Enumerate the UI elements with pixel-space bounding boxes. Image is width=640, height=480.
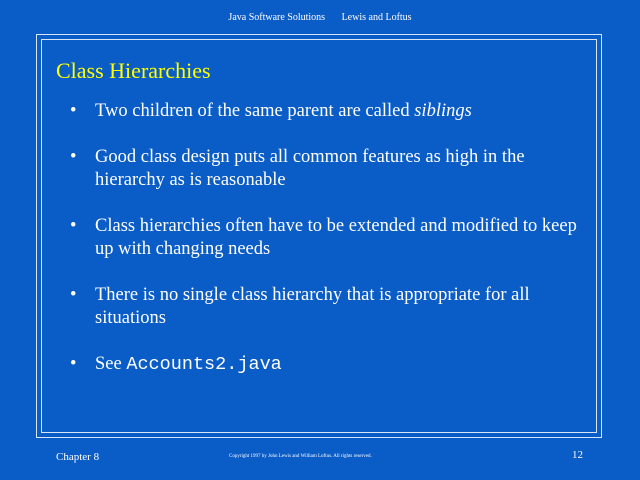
bullet-icon: • [70, 147, 77, 167]
book-title: Java Software Solutions [228, 12, 326, 23]
slide-header [0, 12, 640, 23]
authors: Lewis and Loftus [341, 12, 412, 23]
chapter-label: Chapter 8 [56, 451, 100, 463]
bullet-list [70, 100, 590, 399]
bullet-text: Good class design puts all common features as high in the hierarchy as is reasonable [95, 147, 525, 190]
bullet-item [70, 100, 590, 123]
bullet-icon: • [70, 285, 77, 305]
emphasis-text: siblings [414, 101, 472, 121]
bullet-item [70, 284, 590, 330]
bullet-icon: • [70, 216, 77, 236]
slide-title: Class Hierarchies [56, 58, 211, 83]
bullet-item [70, 353, 590, 376]
bullet-item [70, 146, 590, 192]
bullet-icon: • [70, 101, 77, 121]
bullet-text: There is no single class hierarchy that is appropriate for all situations [95, 285, 530, 328]
bullet-text: See Accounts2.java [95, 354, 282, 375]
page-number: 12 [572, 449, 583, 461]
bullet-text: Two children of the same parent are called siblings [95, 101, 472, 121]
copyright-notice: Copyright 1997 by John Lewis and William Loftus. All rights reserved. [229, 454, 372, 459]
bullet-icon: • [70, 354, 77, 374]
bullet-text: Class hierarchies often have to be extended and modified to keep up with changing needs [95, 216, 577, 259]
code-filename: Accounts2.java [126, 354, 282, 375]
bullet-item [70, 215, 590, 261]
